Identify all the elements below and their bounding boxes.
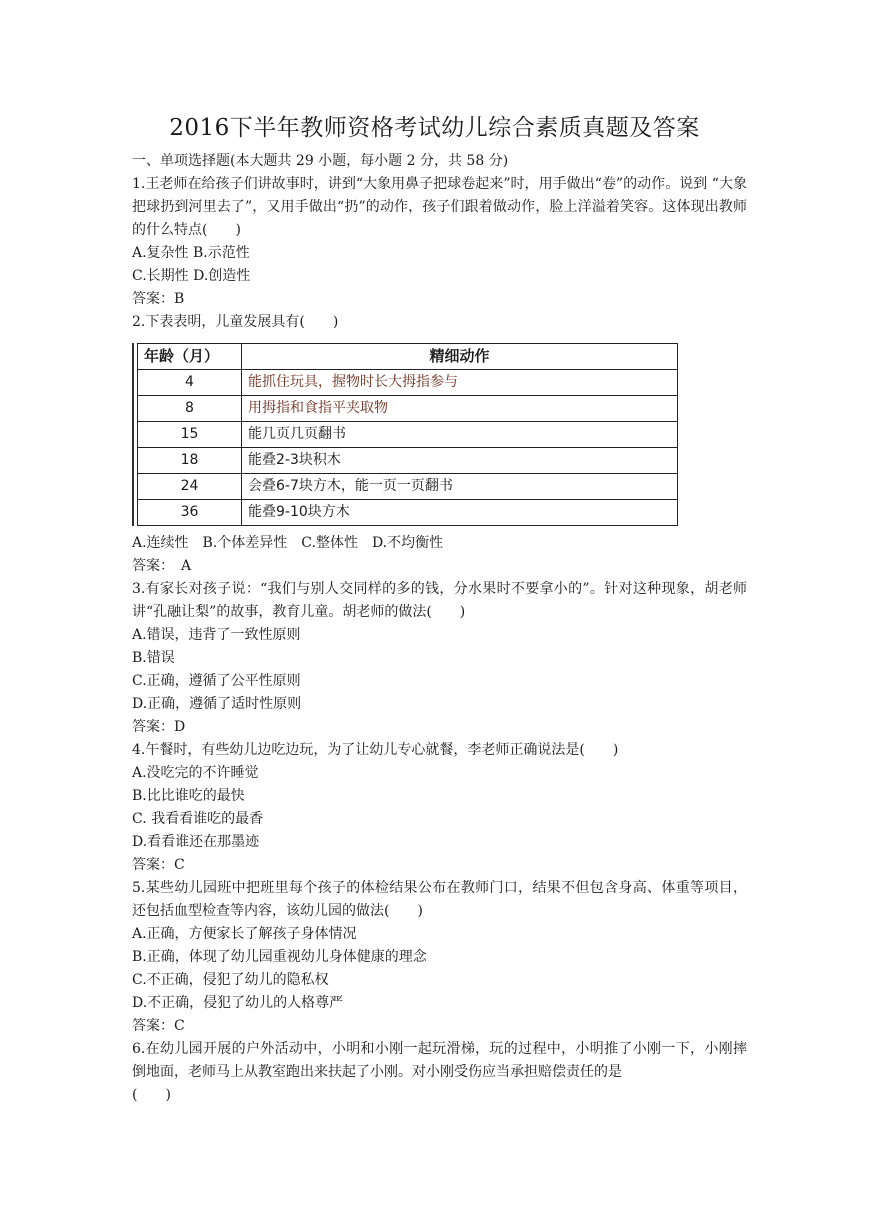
question-5-option-c: C.不正确，侵犯了幼儿的隐私权 (132, 972, 329, 988)
question-5-answer: 答案：C (132, 1018, 185, 1034)
question-3-text: 3.有家长对孩子说：“我们与别人交同样的多的钱，分水果时不要拿小的”。针对这种现象，胡老师讲“孔融让梨”的故事，教育儿童。胡老师的做法( ) (132, 581, 747, 620)
table-cell-age: 36 (138, 500, 242, 526)
table-row (138, 422, 678, 448)
development-table-frame (132, 343, 682, 526)
question-3-option-d: D.正确，遵循了适时性原则 (132, 696, 302, 712)
question-5-option-b: B.正确，体现了幼儿园重视幼儿身体健康的理念 (132, 949, 427, 965)
question-3-option-c: C.正确，遵循了公平性原则 (132, 673, 301, 689)
table-cell-age: 18 (138, 448, 242, 474)
table-cell-action: 会叠6-7块方木，能一页一页翻书 (242, 474, 678, 500)
table-cell-age: 8 (138, 396, 242, 422)
question-4-option-c: C. 我看看谁吃的最香 (132, 811, 264, 827)
development-table (137, 343, 678, 526)
question-4-text: 4.午餐时，有些幼儿边吃边玩，为了让幼儿专心就餐，李老师正确说法是( ) (132, 742, 619, 758)
table-cell-action: 用拇指和食指平夹取物 (242, 396, 678, 422)
table-header-age: 年龄（月） (138, 344, 242, 370)
table-cell-age: 4 (138, 370, 242, 396)
document-body (132, 150, 747, 1107)
question-4-option-d: D.看看谁还在那墨迹 (132, 834, 260, 850)
table-header-row (138, 344, 678, 370)
document-title: 2016下半年教师资格考试幼儿综合素质真题及答案 (169, 115, 700, 141)
section-heading: 一、单项选择题(本大题共 29 小题，每小题 2 分，共 58 分) (132, 153, 509, 169)
table-cell-age: 15 (138, 422, 242, 448)
table-header-action: 精细动作 (242, 344, 678, 370)
table-row (138, 448, 678, 474)
question-1-answer: 答案：B (132, 291, 185, 307)
question-2-answer: 答案： A (132, 558, 192, 574)
question-5-text: 5.某些幼儿园班中把班里每个孩子的体检结果公布在教师门口，结果不但包含身高、体重等项目，还包括血型检查等内容，该幼儿园的做法( ) (132, 880, 747, 919)
question-1-options-cd: C.长期性 D.创造性 (132, 268, 251, 284)
question-1-text: 1.王老师在给孩子们讲故事时，讲到“大象用鼻子把球卷起来”时，用手做出“卷”的动作。说到 “大象把球扔到河里去了”，又用手做出“扔”的动作，孩子们跟着做动作，脸上洋溢着笑容。这体现出教师的什么特点( ) (132, 176, 747, 238)
question-3-option-a: A.错误，违背了一致性原则 (132, 627, 301, 643)
table-cell-action: 能叠2-3块积木 (242, 448, 678, 474)
table-row (138, 370, 678, 396)
question-6-blank: ( ) (132, 1087, 171, 1103)
table-row (138, 396, 678, 422)
question-4-option-b: B.比比谁吃的最快 (132, 788, 245, 804)
question-2-text: 2.下表表明，儿童发展具有( ) (132, 314, 339, 330)
table-cell-age: 24 (138, 474, 242, 500)
table-cell-action: 能叠9-10块方木 (242, 500, 678, 526)
question-3-answer: 答案：D (132, 719, 186, 735)
table-cell-action: 能几页几页翻书 (242, 422, 678, 448)
question-1-options-ab: A.复杂性 B.示范性 (132, 245, 250, 261)
table-row (138, 500, 678, 526)
question-5-option-a: A.正确，方便家长了解孩子身体情况 (132, 926, 357, 942)
question-5-option-d: D.不正确，侵犯了幼儿的人格尊严 (132, 995, 344, 1011)
table-cell-action: 能抓住玩具，握物时长大拇指参与 (242, 370, 678, 396)
question-2-options: A.连续性 B.个体差异性 C.整体性 D.不均衡性 (132, 535, 444, 551)
question-4-answer: 答案：C (132, 857, 185, 873)
question-3-option-b: B.错误 (132, 650, 175, 666)
table-row (138, 474, 678, 500)
question-4-option-a: A.没吃完的不许睡觉 (132, 765, 259, 781)
question-6-text: 6.在幼儿园开展的户外活动中，小明和小刚一起玩滑梯，玩的过程中，小明推了小刚一下，小刚摔倒地面，老师马上从教室跑出来扶起了小刚。对小刚受伤应当承担赔偿责任的是 (132, 1041, 747, 1080)
